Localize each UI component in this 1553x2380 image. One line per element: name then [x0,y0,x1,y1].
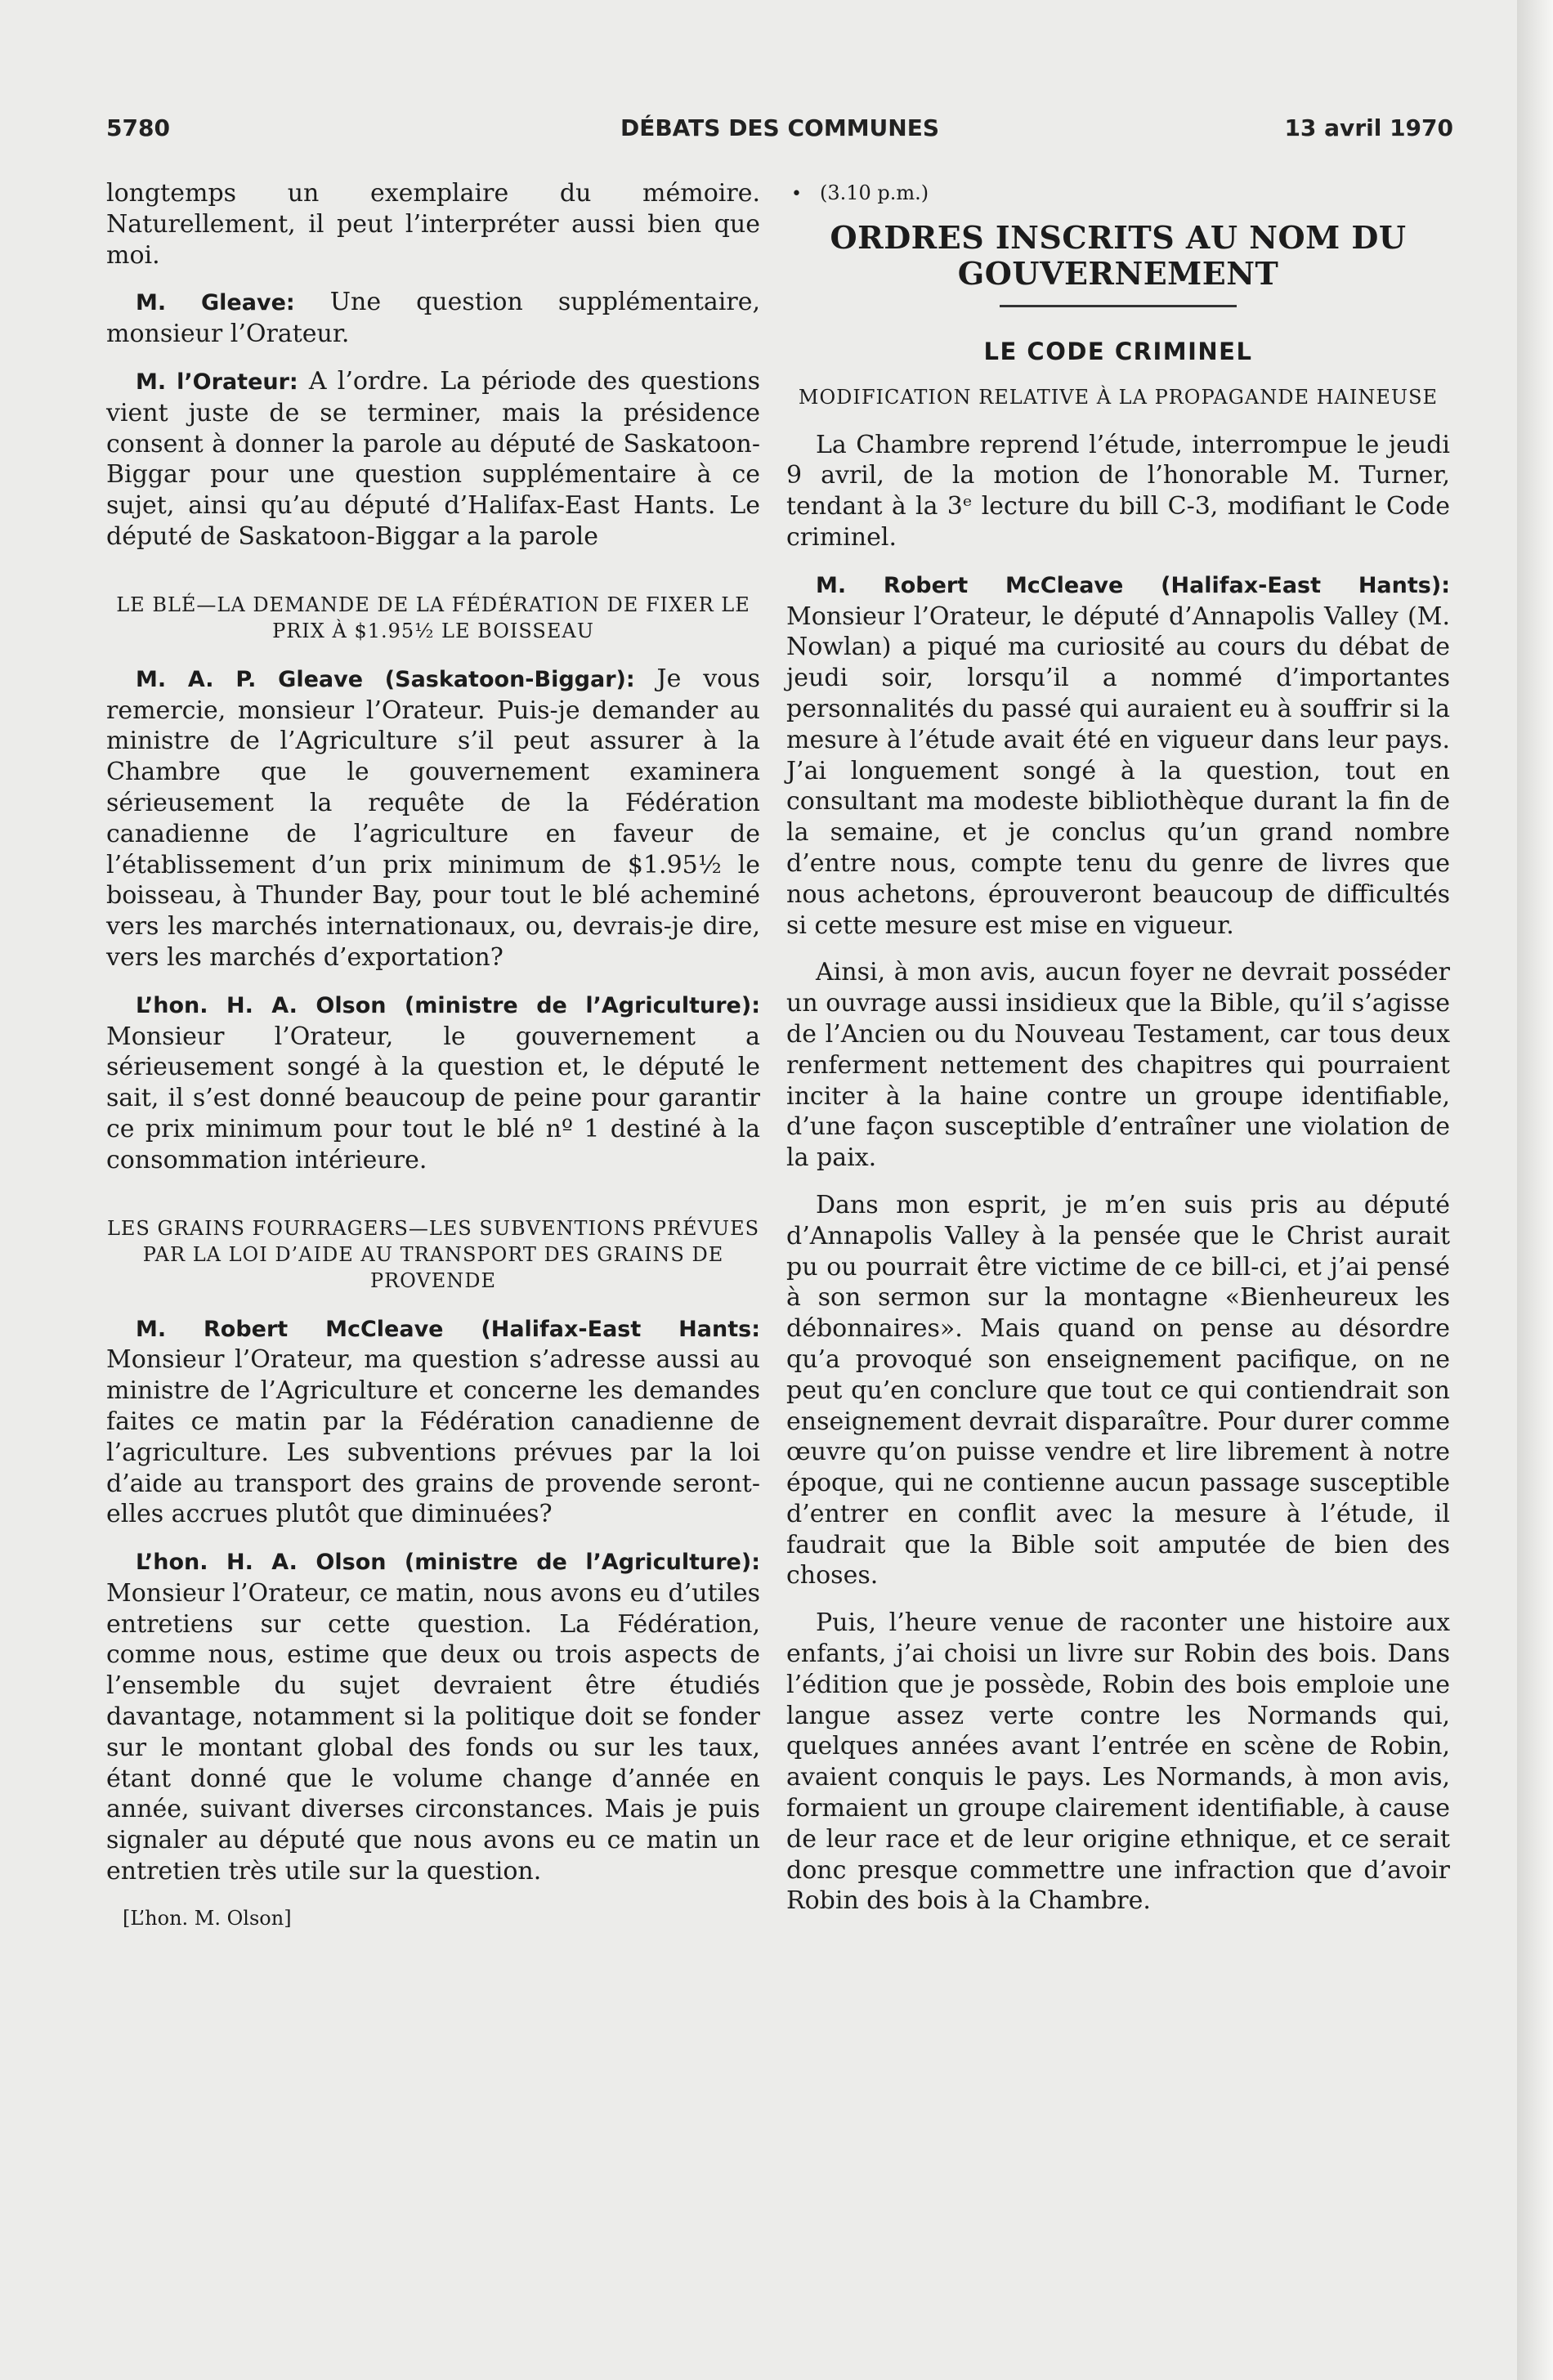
speech-text: Je vous remercie, monsieur l’Orateur. Puis-je demander au ministre de l’Agriculture s’il peut assurer à la Chambre que le gouvernement examinera sérieusement la requête de la Fédération canadienne de l’agriculture en faveur de l’établissement d’un prix minimum de $1.95½ le boisseau, à Thunder Bay, pour tout le blé acheminé vers les marchés internationaux, ou, devrais-je dire, vers les marchés d’exportation? [106,664,760,972]
paragraph [106,366,760,552]
paragraph [106,287,760,350]
title-rule [1000,305,1237,307]
running-title: DÉBATS DES COMMUNES [620,114,940,141]
left-column [106,178,760,1935]
main-title: ORDRES INSCRITS AU NOM DU GOUVERNEMENT [830,218,1407,292]
speech-text: Monsieur l’Orateur, le député d’Annapolis Valley (M. Nowlan) a piqué ma curiosité au cours du débat de jeudi soir, lorsqu’il a nommé d’importantes personnalités du passé qui auraient eu à souffrir si la mesure à l’étude avait été en vigueur dans leur pays. J’ai longuement songé à la question, tout en consultant ma modeste bibliothèque durant la fin de la semaine, et je conclus qu’un grand nombre d’entre nous, compte tenu du genre de livres que nous achetons, éprouveront beaucoup de difficultés si cette mesure est mise en vigueur. [786,602,1450,940]
paragraph [106,664,760,973]
time-text: (3.10 p.m.) [819,181,929,204]
paragraph [106,990,760,1176]
speech-text: Une question supplémentaire, monsieur l’Orateur. [106,288,761,349]
paragraph [106,1313,760,1531]
timestamp [791,178,1450,210]
page-header [106,114,1453,150]
speaker-name: M. A. P. Gleave (Saskatoon-Biggar): [136,666,635,692]
page-edge [1517,0,1553,2380]
speaker-reference: [L’hon. M. Olson] [123,1906,292,1930]
speaker-name: M. Robert McCleave (Halifax-East Hants: [136,1316,760,1342]
paragraph: Dans mon esprit, je m’en suis pris au député d’Annapolis Valley à la pensée que le Christ aurait pu ou pourrait être victime de ce bill-ci, et j’ai pensé à son sermon sur la montagne «Bienheureux les débonnaires». Mais quand on pense au désordre qu’a provoqué son enseignement pacifique, on ne peut qu’en conclure que tout ce qui contiendrait son enseignement devrait disparaître. Pour durer comme œuvre qu’on puisse vendre et lire librement à notre époque, qui ne contienne aucun passage susceptible d’entrer en conflit avec la mesure à l’étude, il faudrait que la Bible soit amputée de bien des choses. [786,1190,1450,1590]
speaker-name: L’hon. H. A. Olson (ministre de l’Agriculture): [136,1550,760,1576]
speech-text: Monsieur l’Orateur, ma question s’adresse aussi au ministre de l’Agriculture et concerne les demandes faites ce matin par la Fédération canadienne de l’agriculture. Les subventions prévues par la loi d’aide au transport des grains de provende seront-elles accrues plutôt que diminuées? [106,1345,760,1529]
subheading: MODIFICATION RELATIVE À LA PROPAGANDE HAINEUSE [798,385,1439,409]
speech-text: Monsieur l’Orateur, le gouvernement a sérieusement songé à la question et, le député le sait, il s’est donné beaucoup de peine pour garantir ce prix minimum pour tout le blé nº 1 destiné à la consommation intérieure. [106,1022,760,1174]
paragraph [786,570,1450,942]
speaker-name: M. Robert McCleave (Halifax-East Hants): [816,572,1450,598]
paragraph: Puis, l’heure venue de raconter une histoire aux enfants, j’ai choisi un livre sur Robin des bois. Dans l’édition que je possède, Robin des bois emploie une langue assez verte contre les Normands qui, quelques années avant l’entrée en scène de Robin, avaient conquis le pays. Les Normands, à mon avis, formaient un groupe clairement identifiable, à cause de leur race et de leur origine ethnique, et ce serait donc presque commettre une infraction que d’avoir Robin des bois à la Chambre. [786,1608,1450,1916]
bullet-icon: • [791,184,802,204]
paragraph: Ainsi, à mon avis, aucun foyer ne devrait posséder un ouvrage aussi insidieux que la Bible, qu’il s’agisse de l’Ancien ou du Nouveau Testament, car tous deux renferment nettement des chapitres qui pourraient inciter à la haine contre un groupe identifiable, d’une façon susceptible d’entraîner une violation de la paix. [786,958,1450,1173]
speaker-name: M. Gleave: [136,290,295,316]
subheading: LES GRAINS FOURRAGERS—LES SUBVENTIONS PRÉVUES PAR LA LOI D’AIDE AU TRANSPORT DES GRAINS DE PROVENDE [106,1216,760,1292]
subheading: LE BLÉ—LA DEMANDE DE LA FÉDÉRATION DE FIXER LE PRIX À $1.95½ LE BOISSEAU [116,593,750,642]
speaker-name: L’hon. H. A. Olson (ministre de l’Agriculture): [136,992,760,1018]
page-date: 13 avril 1970 [1284,114,1453,141]
speaker-name: M. l’Orateur: [136,369,298,395]
paragraph: La Chambre reprend l’étude, interrompue le jeudi 9 avril, de la motion de l’honorable M. Turner, tendant à la 3ᵉ lecture du bill C-3, modifiant le Code criminel. [786,430,1450,552]
page-number: 5780 [106,114,170,141]
speech-text: A l’ordre. La période des questions vient juste de se terminer, mais la présidence consent à donner la parole au député de Saskatoon-Biggar pour une question supplémentaire à ce sujet, ainsi qu’au député d’Halifax-East Hants. Le député de Saskatoon-Biggar a la parole [106,366,760,551]
speech-text: Monsieur l’Orateur, ce matin, nous avons eu d’utiles entretiens sur cette question. La Fédération, comme nous, estime que deux ou trois aspects de l’ensemble du sujet devraient être étudiés davantage, notamment si la politique doit se fonder sur le montant global des fonds ou sur les taux, étant donné que le volume change d’année en année, suivant diverses circonstances. Mais je puis signaler au député que nous avons eu ce matin un entretien très utile sur la question. [106,1578,760,1886]
paragraph: longtemps un exemplaire du mémoire. Naturellement, il peut l’interpréter aussi bien que moi. [106,179,760,270]
paragraph [106,1546,760,1887]
section-title: LE CODE CRIMINEL [983,337,1253,365]
right-column [786,178,1450,1933]
